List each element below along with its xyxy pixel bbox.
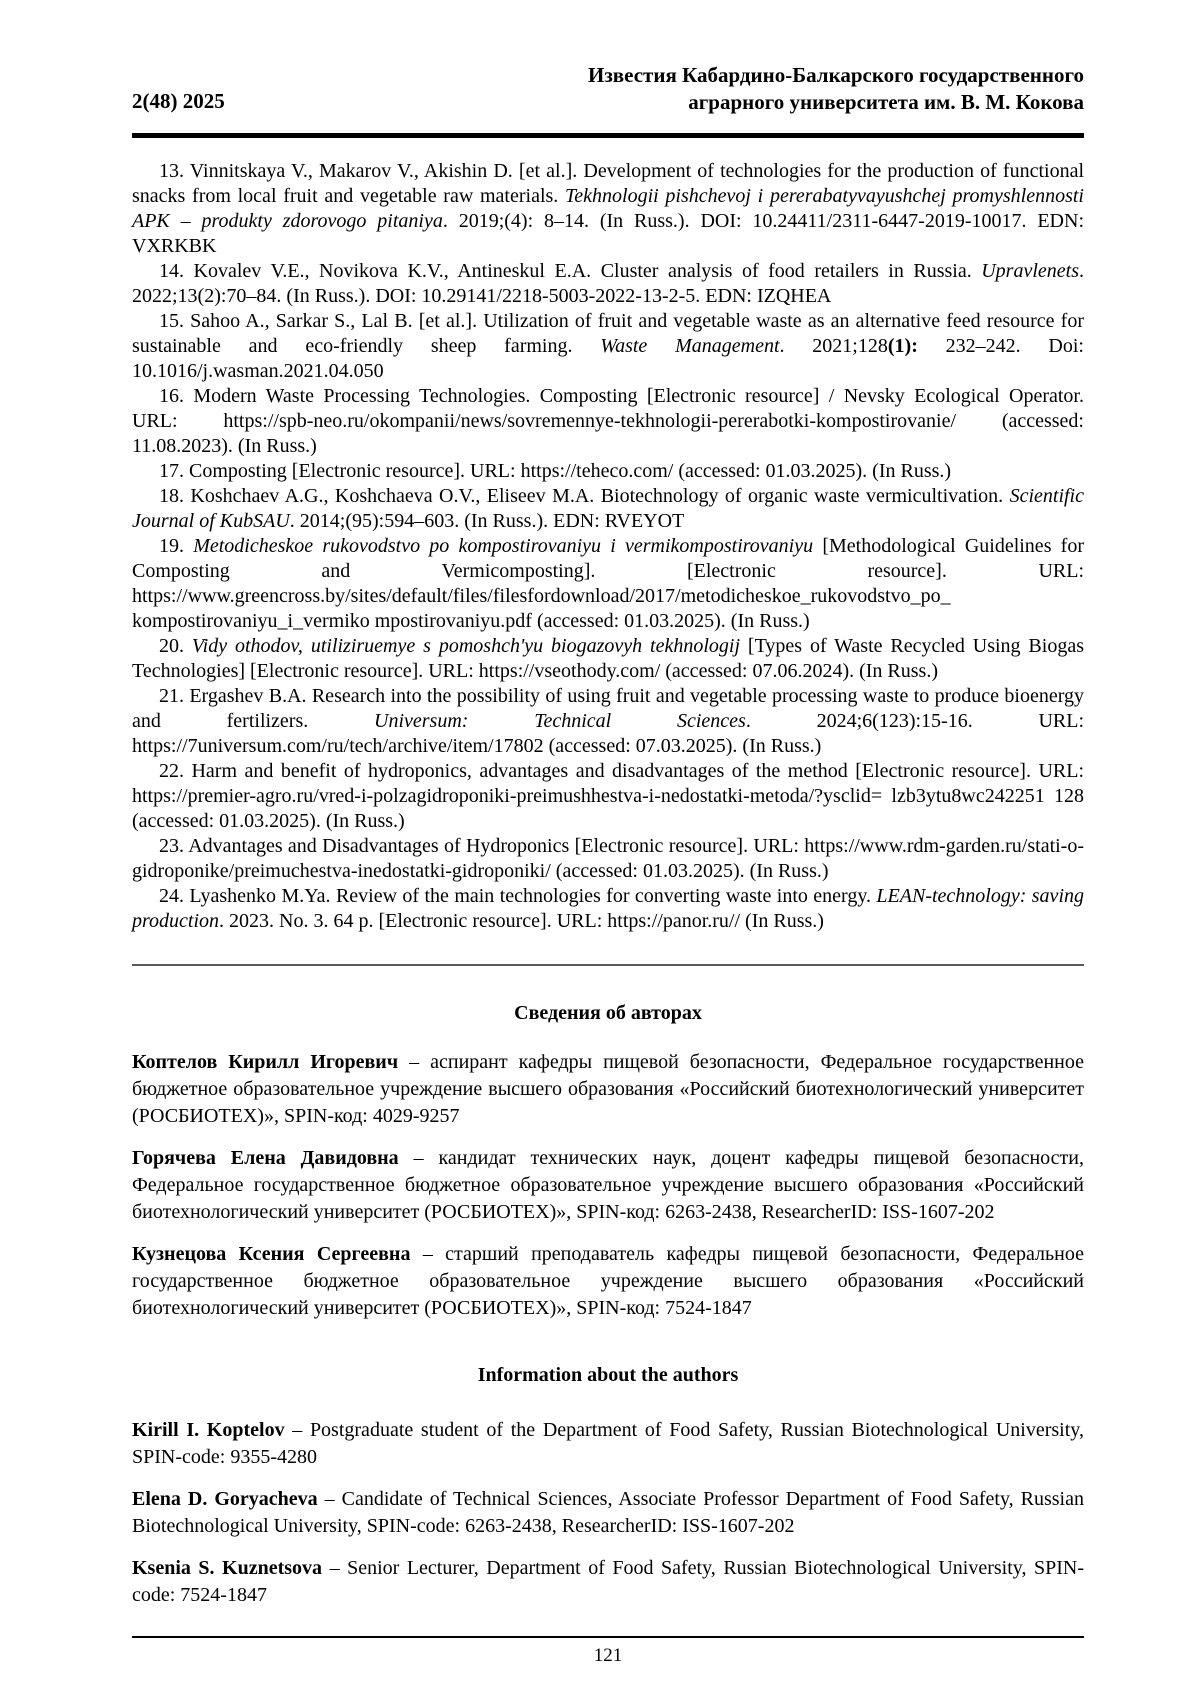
authors-ru-heading: Сведения об авторах: [514, 1002, 702, 1024]
author-description: – кандидат технических наук, доцент кафедры пищевой безопасности, Федеральное государственное бюджетное образовательное учреждение высшего образования «Российский биотехнологический университет (РОСБИОТЕХ)», SPIN-код: 6263-2438, ResearcherID: ISS-1607-202: [132, 1147, 1084, 1223]
authors-en-section: [132, 1417, 1084, 1609]
reference-text-run: 19.: [159, 535, 194, 557]
author-description: – Senior Lecturer, Department of Food Safety, Russian Biotechnological University, SPIN-code: 7524-1847: [132, 1557, 1084, 1606]
author-description: – аспирант кафедры пищевой безопасности, Федеральное государственное бюджетное образовательное учреждение высшего образования «Российский биотехнологический университет (РОСБИОТЕХ)», SPIN-код: 4029-9257: [132, 1051, 1084, 1127]
author-item: [132, 1417, 1084, 1471]
issue-number: 2(48) 2025: [132, 89, 225, 113]
reference-text-run: Universum: Technical Sciences: [374, 710, 746, 732]
reference-text-run: 15. Sahoo A., Sarkar S., Lal B. [et al.]. Utilization of fruit and vegetable waste as an alternative feed resource for sustainable and eco-friendly sheep farming.: [132, 310, 1084, 357]
author-description: – старший преподаватель кафедры пищевой безопасности, Федеральное государственное бюджетное образовательное учреждение высшего образования «Российский биотехнологический университет (РОСБИОТЕХ)», SPIN-код: 7524-1847: [132, 1243, 1084, 1319]
reference-text-run: . 2014;(95):594–603. (In Russ.). EDN: RVEYOT: [289, 510, 685, 532]
author-name: Коптелов Кирилл Игоревич: [132, 1051, 399, 1073]
reference-item: [132, 884, 1084, 934]
journal-header: [132, 62, 1084, 116]
page-footer: [132, 1636, 1084, 1667]
page-number: 121: [593, 1645, 623, 1666]
footer-rule: [132, 1636, 1084, 1638]
header-rule: [132, 133, 1084, 138]
author-item: [132, 1486, 1084, 1540]
references-list: [132, 159, 1084, 934]
reference-text-run: 16. Modern Waste Processing Technologies. Composting [Electronic resource] / Nevsky Ecological Operator. URL: https://spb-neo.ru/okompanii/news/sovremennye-tekhnologii-pererabotki-kompostirovanie/ (accessed: 11.08.2023). (In Russ.): [132, 385, 1084, 457]
reference-text-run: Waste Management: [600, 335, 780, 357]
reference-item: [132, 634, 1084, 684]
reference-text-run: [Methodological Guidelines for Composting and Vermicomposting]. [Electronic resource]. URL: https://www.greencross.by/sites/default/files/filesfordownload/2017/metodicheskoe_rukovodstvo_po_ kompostirovaniyu_i_vermiko mpostirovaniyu.pdf (accessed: 01.03.2025). (In Russ.): [132, 535, 1084, 632]
reference-text-run: . 2022;13(2):70–84. (In Russ.). DOI: 10.29141/2218-5003-2022-13-2-5. EDN: IZQHEA: [132, 260, 1084, 307]
reference-text-run: 14. Kovalev V.E., Novikova K.V., Antineskul E.A. Cluster analysis of food retailers in Russia.: [159, 260, 982, 282]
reference-text-run: Tekhnologii pishchevoj i pererabatyvayushchej promyshlennosti APK – produkty zdorovogo pitaniya: [132, 185, 1084, 232]
author-name: Elena D. Goryacheva: [132, 1488, 318, 1510]
reference-item: [132, 459, 1084, 484]
reference-text-run: 22. Harm and benefit of hydroponics, advantages and disadvantages of the method [Electronic resource]. URL: https://premier-agro.ru/vred-i-polzagidroponiki-preimushhestva-i-nedostatki-metoda/?ysclid= lzb3ytu8wc242251 128 (accessed: 01.03.2025). (In Russ.): [132, 760, 1084, 832]
author-name: Кузнецова Ксения Сергеевна: [132, 1243, 411, 1265]
section-divider-rule: [132, 964, 1084, 966]
reference-text-run: [Types of Waste Recycled Using Biogas Technologies] [Electronic resource]. URL: https://vseothody.com/ (accessed: 07.06.2024). (In Russ.): [132, 635, 1084, 682]
reference-text-run: Scientific Journal of KubSAU: [132, 485, 1084, 532]
reference-text-run: Upravlenets: [981, 260, 1079, 282]
reference-text-run: 21. Ergashev B.A. Research into the possibility of using fruit and vegetable processing waste to produce bioenergy and fertilizers.: [132, 685, 1084, 732]
author-description: – Postgraduate student of the Department of Food Safety, Russian Biotechnological University, SPIN-code: 9355-4280: [132, 1419, 1084, 1468]
reference-text-run: . 2024;6(123):15-16. URL: https://7universum.com/ru/tech/archive/item/17802 (accessed: 07.03.2025). (In Russ.): [132, 710, 1085, 757]
reference-item: [132, 834, 1084, 884]
author-description: – Candidate of Technical Sciences, Associate Professor Department of Food Safety, Russian Biotechnological University, SPIN-code: 6263-2438, ResearcherID: ISS-1607-202: [132, 1488, 1084, 1537]
reference-text-run: 20.: [159, 635, 192, 657]
journal-title-line2: аграрного университета им. В. М. Кокова: [688, 90, 1084, 114]
journal-title: [588, 62, 1084, 116]
author-item: [132, 1049, 1084, 1130]
author-item: [132, 1145, 1084, 1226]
author-item: [132, 1241, 1084, 1322]
reference-item: [132, 309, 1084, 384]
authors-ru-section: [132, 1049, 1084, 1322]
reference-text-run: 232–242. Doi: 10.1016/j.wasman.2021.04.050: [132, 335, 1084, 382]
reference-text-run: 17. Composting [Electronic resource]. URL: https://teheco.com/ (accessed: 01.03.2025). (In Russ.): [159, 460, 952, 482]
reference-text-run: Vidy othodov, utiliziruemye s pomoshch'yu biogazovyh tekhnologij: [191, 635, 740, 657]
reference-text-run: 13. Vinnitskaya V., Makarov V., Akishin D. [et al.]. Development of technologies for the production of functional snacks from local fruit and vegetable raw materials.: [132, 160, 1084, 207]
journal-title-line1: Известия Кабардино-Балкарского государственного: [588, 63, 1084, 87]
reference-item: [132, 484, 1084, 534]
reference-text-run: Metodicheskoe rukovodstvo po kompostirovaniyu i vermikompostirovaniyu: [193, 535, 814, 557]
reference-item: [132, 259, 1084, 309]
reference-item: [132, 759, 1084, 834]
author-name: Ksenia S. Kuznetsova: [132, 1557, 323, 1579]
reference-text-run: 24. Lyashenko M.Ya. Review of the main technologies for converting waste into energy.: [159, 885, 877, 907]
reference-text-run: 18. Koshchaev A.G., Koshchaeva O.V., Eliseev M.A. Biotechnology of organic waste vermicultivation.: [159, 485, 1010, 507]
reference-text-run: . 2021;128: [779, 335, 888, 357]
reference-text-run: LEAN-technology: saving production: [132, 885, 1084, 932]
author-name: Горячева Елена Давидовна: [132, 1147, 399, 1169]
reference-item: [132, 684, 1084, 759]
reference-text-run: . 2023. No. 3. 64 p. [Electronic resource]. URL: https://panor.ru// (In Russ.): [219, 910, 824, 932]
reference-item: [132, 159, 1084, 259]
reference-text-run: 23. Advantages and Disadvantages of Hydroponics [Electronic resource]. URL: https://www.rdm-garden.ru/stati-o-gidroponike/preimuchestva-inedostatki-gidroponiki/ (accessed: 01.03.2025). (In Russ.): [132, 835, 1084, 882]
reference-text-run: . 2019;(4): 8–14. (In Russ.). DOI: 10.24411/2311-6447-2019-10017. EDN: VXRKBK: [132, 210, 1085, 257]
reference-text-run: (1):: [887, 335, 918, 357]
author-item: [132, 1555, 1084, 1609]
author-name: Kirill I. Koptelov: [132, 1419, 285, 1441]
reference-item: [132, 534, 1084, 634]
authors-en-heading: Information about the authors: [477, 1364, 739, 1386]
reference-item: [132, 384, 1084, 459]
